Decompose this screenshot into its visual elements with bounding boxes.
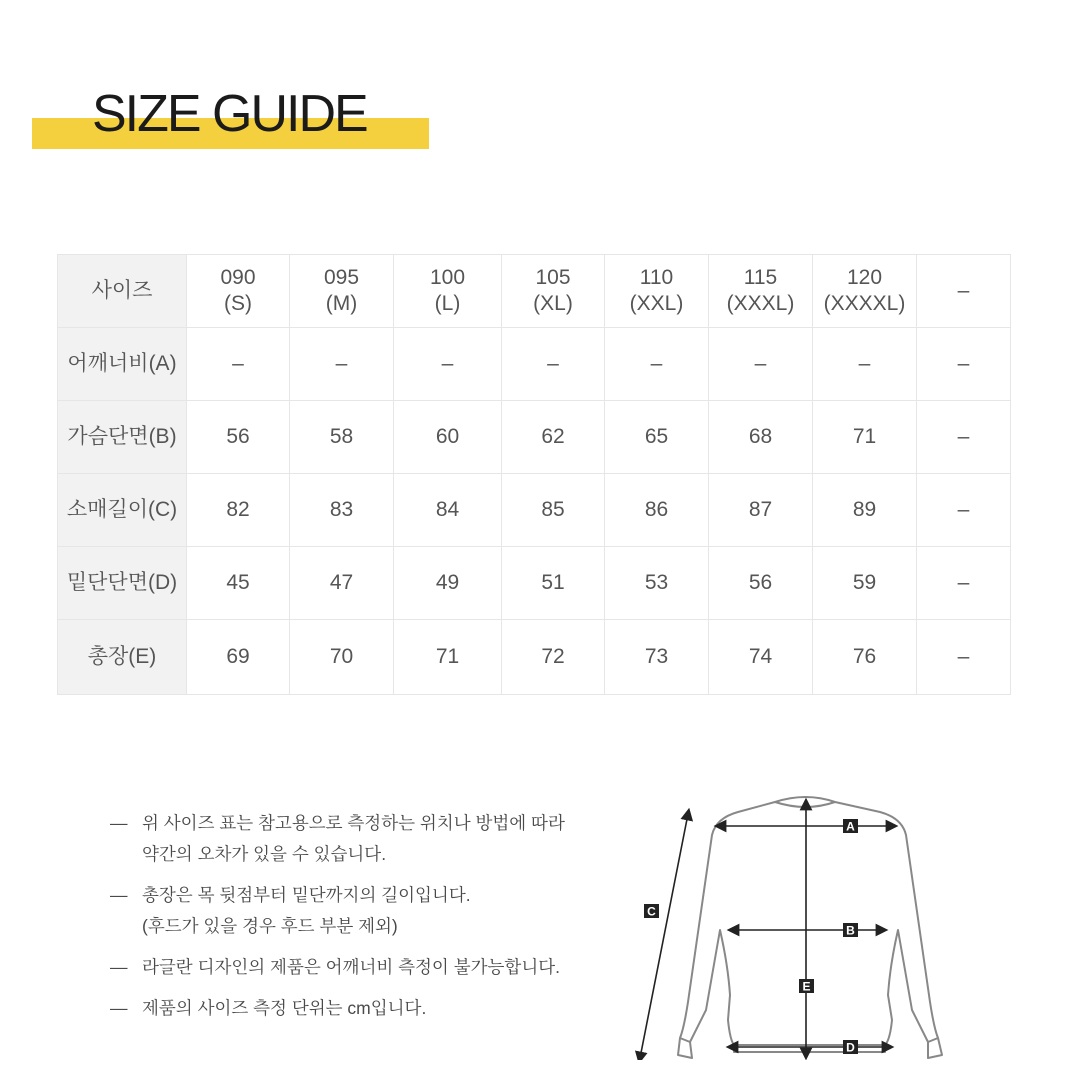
table-cell: 74 bbox=[709, 620, 813, 695]
notes-list bbox=[110, 808, 565, 1034]
table-row bbox=[58, 474, 1011, 547]
note-item bbox=[110, 880, 565, 942]
table-cell: 70 bbox=[290, 620, 394, 695]
page-title: SIZE GUIDE bbox=[92, 85, 367, 143]
table-cell: 82 bbox=[187, 474, 290, 547]
note-text-cont: (후드가 있을 경우 후드 부분 제외) bbox=[142, 916, 398, 936]
table-cell: 85 bbox=[502, 474, 605, 547]
table-cell: 84 bbox=[394, 474, 502, 547]
table-cell: 65 bbox=[605, 401, 709, 474]
table-cell: 62 bbox=[502, 401, 605, 474]
row-label: 어깨너비(A) bbox=[58, 328, 187, 401]
table-row bbox=[58, 547, 1011, 620]
table-cell: 73 bbox=[605, 620, 709, 695]
svg-text:B: B bbox=[846, 923, 855, 938]
table-cell: 87 bbox=[709, 474, 813, 547]
row-label: 소매길이(C) bbox=[58, 474, 187, 547]
dash-icon: — bbox=[110, 998, 128, 1018]
table-cell: – bbox=[917, 547, 1011, 620]
dash-icon: — bbox=[110, 813, 128, 833]
table-cell: – bbox=[917, 401, 1011, 474]
label-c bbox=[644, 904, 659, 919]
label-e bbox=[799, 979, 814, 994]
size-col-095: 095 (M) bbox=[290, 255, 394, 328]
table-cell: – bbox=[917, 328, 1011, 401]
table-cell: 71 bbox=[394, 620, 502, 695]
size-col-empty: – bbox=[917, 255, 1011, 328]
table-cell: 56 bbox=[709, 547, 813, 620]
note-item bbox=[110, 808, 565, 870]
table-row bbox=[58, 620, 1011, 695]
note-item bbox=[110, 952, 565, 983]
row-label: 총장(E) bbox=[58, 620, 187, 695]
table-cell: 71 bbox=[813, 401, 917, 474]
table-cell: – bbox=[917, 474, 1011, 547]
table-cell: 49 bbox=[394, 547, 502, 620]
label-d bbox=[843, 1040, 858, 1055]
table-cell: – bbox=[290, 328, 394, 401]
note-text: 제품의 사이즈 측정 단위는 cm입니다. bbox=[142, 998, 427, 1018]
size-header-label: 사이즈 bbox=[58, 255, 187, 328]
size-header-row bbox=[58, 255, 1011, 328]
dash-icon: — bbox=[110, 885, 128, 905]
table-cell: – bbox=[502, 328, 605, 401]
table-cell: 83 bbox=[290, 474, 394, 547]
table-row bbox=[58, 401, 1011, 474]
size-col-105: 105 (XL) bbox=[502, 255, 605, 328]
note-text: 라글란 디자인의 제품은 어깨너비 측정이 불가능합니다. bbox=[142, 957, 560, 977]
size-col-115: 115 (XXXL) bbox=[709, 255, 813, 328]
table-cell: 56 bbox=[187, 401, 290, 474]
svg-text:E: E bbox=[802, 979, 811, 994]
table-cell: 51 bbox=[502, 547, 605, 620]
table-cell: 86 bbox=[605, 474, 709, 547]
dash-icon: — bbox=[110, 957, 128, 977]
table-cell: 47 bbox=[290, 547, 394, 620]
note-text-cont: 약간의 오차가 있을 수 있습니다. bbox=[142, 844, 387, 864]
size-col-100: 100 (L) bbox=[394, 255, 502, 328]
table-cell: – bbox=[187, 328, 290, 401]
table-cell: – bbox=[917, 620, 1011, 695]
row-label: 밑단단면(D) bbox=[58, 547, 187, 620]
table-cell: 76 bbox=[813, 620, 917, 695]
svg-text:D: D bbox=[846, 1040, 855, 1055]
table-cell: 72 bbox=[502, 620, 605, 695]
table-cell: – bbox=[813, 328, 917, 401]
sweatshirt-outline-icon bbox=[678, 797, 942, 1058]
table-cell: 68 bbox=[709, 401, 813, 474]
table-cell: – bbox=[605, 328, 709, 401]
table-cell: 59 bbox=[813, 547, 917, 620]
note-item bbox=[110, 993, 565, 1024]
note-text: 총장은 목 뒷점부터 밑단까지의 길이입니다. bbox=[142, 885, 471, 905]
note-text: 위 사이즈 표는 참고용으로 측정하는 위치나 방법에 따라 bbox=[142, 813, 565, 833]
row-label: 가슴단면(B) bbox=[58, 401, 187, 474]
svg-text:A: A bbox=[846, 819, 855, 834]
size-col-110: 110 (XXL) bbox=[605, 255, 709, 328]
size-col-120: 120 (XXXXL) bbox=[813, 255, 917, 328]
table-cell: 60 bbox=[394, 401, 502, 474]
svg-text:C: C bbox=[647, 904, 656, 919]
label-b bbox=[843, 923, 858, 938]
table-cell: – bbox=[394, 328, 502, 401]
table-cell: 89 bbox=[813, 474, 917, 547]
table-cell: 58 bbox=[290, 401, 394, 474]
sweatshirt-measure-diagram bbox=[630, 790, 960, 1060]
table-cell: – bbox=[709, 328, 813, 401]
size-table bbox=[57, 254, 1011, 695]
label-a bbox=[843, 819, 858, 834]
table-row bbox=[58, 328, 1011, 401]
size-col-090: 090 (S) bbox=[187, 255, 290, 328]
table-cell: 53 bbox=[605, 547, 709, 620]
title-block bbox=[32, 80, 432, 152]
table-cell: 69 bbox=[187, 620, 290, 695]
table-cell: 45 bbox=[187, 547, 290, 620]
